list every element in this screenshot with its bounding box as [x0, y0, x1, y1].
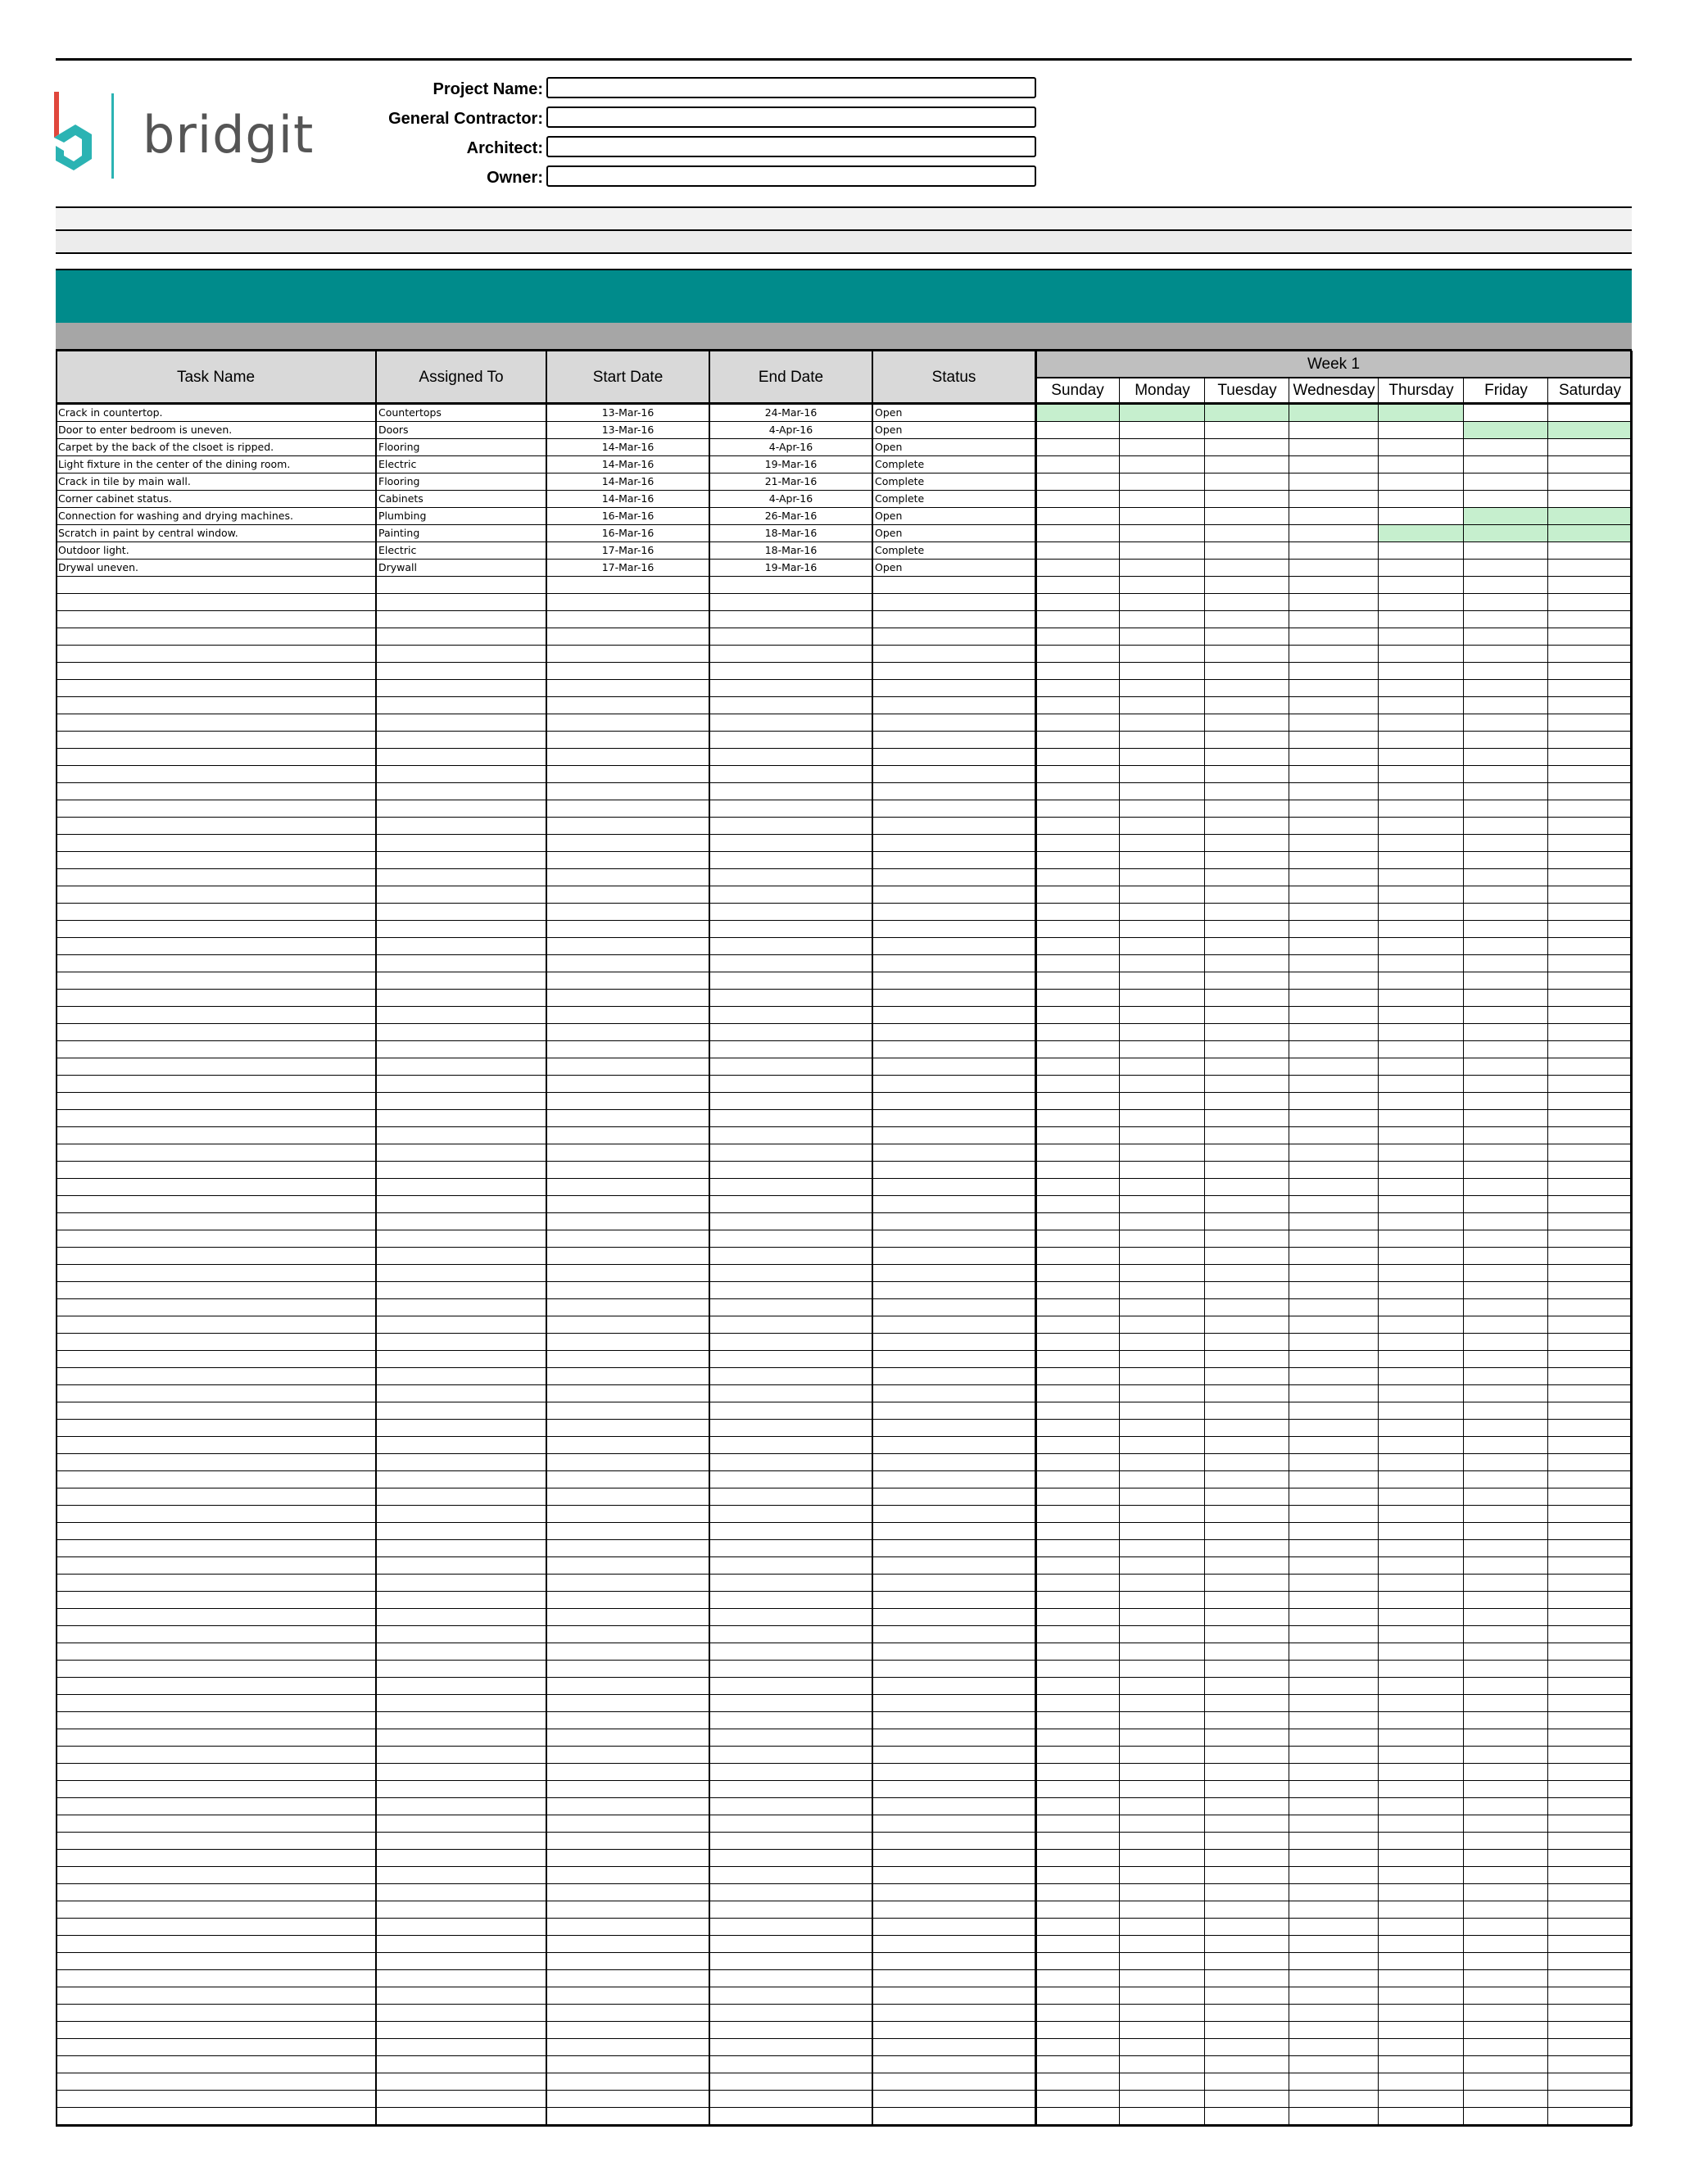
- row-line: [56, 1866, 1632, 1867]
- row-line: [56, 645, 1632, 646]
- day-col-line: [1119, 378, 1120, 2126]
- row-line: [56, 748, 1632, 749]
- cell-assigned[interactable]: Flooring: [378, 475, 420, 487]
- row-line: [56, 473, 1632, 474]
- row-line: [56, 1711, 1632, 1712]
- cell-task[interactable]: Crack in countertop.: [58, 406, 163, 419]
- row-line: [56, 868, 1632, 869]
- row-line: [56, 731, 1632, 732]
- row-line: [56, 1935, 1632, 1936]
- cell-status[interactable]: Open: [875, 510, 903, 522]
- row-line: [56, 1367, 1632, 1368]
- row-line: [56, 1247, 1632, 1248]
- row-line: [56, 1608, 1632, 1609]
- row-line: [56, 1969, 1632, 1970]
- row-line: [56, 662, 1632, 663]
- cell-status[interactable]: Complete: [875, 475, 925, 487]
- cell-start[interactable]: 13-Mar-16: [601, 406, 655, 419]
- done-cell: [1379, 524, 1464, 541]
- row-line: [56, 1505, 1632, 1506]
- col-line: [56, 351, 57, 2124]
- cell-end[interactable]: 24-Mar-16: [764, 406, 818, 419]
- row-line: [56, 1539, 1632, 1540]
- day-col-line: [1547, 378, 1548, 2126]
- cell-status[interactable]: Open: [875, 424, 903, 436]
- row-line: [56, 1694, 1632, 1695]
- cell-task[interactable]: Door to enter bedroom is uneven.: [58, 424, 233, 436]
- row-line: [56, 610, 1632, 611]
- cell-start[interactable]: 13-Mar-16: [601, 424, 655, 436]
- cell-end[interactable]: 26-Mar-16: [764, 510, 818, 522]
- day-header-thursday: Thursday: [1388, 382, 1454, 399]
- row-line: [56, 1109, 1632, 1110]
- cell-assigned[interactable]: Countertops: [378, 406, 442, 419]
- row-line: [56, 834, 1632, 835]
- general-contractor-label: General Contractor:: [388, 110, 543, 128]
- row-line: [56, 1797, 1632, 1798]
- project-name-label: Project Name:: [433, 80, 543, 98]
- cell-task[interactable]: Connection for washing and drying machines.: [58, 510, 293, 522]
- row-line: [56, 1522, 1632, 1523]
- done-cell: [1205, 404, 1289, 421]
- cell-status[interactable]: Complete: [875, 544, 925, 556]
- done-cell: [1035, 404, 1120, 421]
- row-line: [56, 1006, 1632, 1007]
- header-bottom-border: [56, 402, 1632, 405]
- cell-status[interactable]: Complete: [875, 458, 925, 470]
- row-line: [56, 1178, 1632, 1179]
- cell-start[interactable]: 17-Mar-16: [601, 544, 655, 556]
- done-cell: [1464, 507, 1548, 524]
- done-cell: [1464, 524, 1548, 541]
- cell-assigned[interactable]: Cabinets: [378, 492, 424, 505]
- day-col-line: [1204, 378, 1205, 2126]
- row-line: [56, 1281, 1632, 1282]
- col-line: [375, 351, 377, 2126]
- row-line: [56, 1350, 1632, 1351]
- cell-start[interactable]: 16-Mar-16: [601, 527, 655, 539]
- cell-assigned[interactable]: Painting: [378, 527, 420, 539]
- cell-status[interactable]: Complete: [875, 492, 925, 505]
- day-header-wednesday: Wednesday: [1293, 382, 1375, 399]
- cell-start[interactable]: 14-Mar-16: [601, 492, 655, 505]
- cell-task[interactable]: Outdoor light.: [58, 544, 129, 556]
- row-line: [56, 559, 1632, 560]
- row-line: [56, 1212, 1632, 1213]
- row-line: [56, 541, 1632, 542]
- row-line: [56, 1849, 1632, 1850]
- day-header-monday: Monday: [1135, 382, 1190, 399]
- cell-end[interactable]: 18-Mar-16: [764, 544, 818, 556]
- row-line: [56, 817, 1632, 818]
- row-line: [56, 524, 1632, 525]
- day-header-tuesday: Tuesday: [1217, 382, 1277, 399]
- row-line: [56, 2004, 1632, 2005]
- cell-task[interactable]: Light fixture in the center of the dining room.: [58, 458, 291, 470]
- row-line: [56, 1436, 1632, 1437]
- column-header-start-date[interactable]: Start Date: [592, 368, 664, 386]
- week-header: Week 1: [1307, 355, 1361, 373]
- done-cell: [1548, 507, 1632, 524]
- row-line: [56, 679, 1632, 680]
- row-line: [56, 782, 1632, 783]
- week-divider: [1035, 377, 1632, 378]
- cell-end[interactable]: 21-Mar-16: [764, 475, 818, 487]
- row-line: [56, 1763, 1632, 1764]
- row-line: [56, 593, 1632, 594]
- cell-assigned[interactable]: Electric: [378, 458, 417, 470]
- row-line: [56, 455, 1632, 456]
- cell-task[interactable]: Carpet by the back of the clsoet is ripped.: [58, 441, 274, 453]
- row-line: [56, 1023, 1632, 1024]
- row-line: [56, 421, 1632, 422]
- column-header-assigned-to[interactable]: Assigned To: [419, 368, 504, 386]
- row-line: [56, 696, 1632, 697]
- day-header-sunday: Sunday: [1051, 382, 1104, 399]
- row-line: [56, 1075, 1632, 1076]
- column-header-end-date[interactable]: End Date: [758, 368, 824, 386]
- cell-assigned[interactable]: Drywall: [378, 561, 417, 573]
- col-line: [1630, 351, 1633, 2126]
- row-line: [56, 989, 1632, 990]
- done-cell: [1289, 404, 1379, 421]
- row-line: [56, 765, 1632, 766]
- done-cell: [1379, 404, 1464, 421]
- row-line: [56, 937, 1632, 938]
- row-line: [56, 1591, 1632, 1592]
- day-header-saturday: Saturday: [1558, 382, 1622, 399]
- column-header-status[interactable]: Status: [931, 368, 976, 386]
- row-line: [56, 1574, 1632, 1575]
- row-line: [56, 2090, 1632, 2091]
- cell-assigned[interactable]: Flooring: [378, 441, 420, 453]
- row-line: [56, 1746, 1632, 1747]
- cell-start[interactable]: 16-Mar-16: [601, 510, 655, 522]
- row-line: [56, 954, 1632, 955]
- architect-label: Architect:: [466, 139, 543, 157]
- row-line: [56, 2038, 1632, 2039]
- row-line: [56, 2107, 1632, 2108]
- done-cell: [1548, 421, 1632, 438]
- col-line: [1035, 351, 1037, 2126]
- row-line: [56, 1625, 1632, 1626]
- row-line: [56, 920, 1632, 921]
- cell-start[interactable]: 14-Mar-16: [601, 441, 655, 453]
- row-line: [56, 1264, 1632, 1265]
- cell-assigned[interactable]: Doors: [378, 424, 409, 436]
- done-cell: [1548, 524, 1632, 541]
- cell-status[interactable]: Open: [875, 441, 903, 453]
- row-line: [56, 1918, 1632, 1919]
- cell-end[interactable]: 18-Mar-16: [764, 527, 818, 539]
- col-line: [546, 351, 547, 2126]
- cell-start[interactable]: 14-Mar-16: [601, 475, 655, 487]
- done-cell: [1464, 421, 1548, 438]
- row-line: [56, 1161, 1632, 1162]
- row-line: [56, 903, 1632, 904]
- row-line: [56, 490, 1632, 491]
- row-line: [56, 1419, 1632, 1420]
- cell-assigned[interactable]: Electric: [378, 544, 417, 556]
- cell-task[interactable]: Scratch in paint by central window.: [58, 527, 238, 539]
- row-line: [56, 2055, 1632, 2056]
- row-line: [56, 1384, 1632, 1385]
- cell-end[interactable]: 4-Apr-16: [768, 492, 813, 505]
- row-line: [56, 1660, 1632, 1661]
- row-line: [56, 507, 1632, 508]
- row-line: [56, 1333, 1632, 1334]
- col-line: [709, 351, 710, 2126]
- row-line: [56, 1040, 1632, 1041]
- row-line: [56, 1556, 1632, 1557]
- row-line: [56, 1780, 1632, 1781]
- row-line: [56, 1470, 1632, 1471]
- col-line: [872, 351, 873, 2126]
- row-line: [56, 851, 1632, 852]
- cell-status[interactable]: Open: [875, 406, 903, 419]
- day-col-line: [1463, 378, 1464, 2126]
- day-col-line: [1378, 378, 1379, 2126]
- row-line: [56, 1677, 1632, 1678]
- row-line: [56, 576, 1632, 577]
- row-line: [56, 438, 1632, 439]
- cell-assigned[interactable]: Plumbing: [378, 510, 427, 522]
- table-top-border: [56, 349, 1632, 351]
- cell-task[interactable]: Corner cabinet status.: [58, 492, 172, 505]
- cell-status[interactable]: Open: [875, 527, 903, 539]
- day-header-friday: Friday: [1484, 382, 1528, 399]
- row-line: [56, 2021, 1632, 2022]
- cell-end[interactable]: 19-Mar-16: [764, 458, 818, 470]
- logo-wordmark: bridgit: [143, 105, 315, 165]
- row-line: [56, 1092, 1632, 1093]
- cell-task[interactable]: Crack in tile by main wall.: [58, 475, 191, 487]
- row-line: [56, 1883, 1632, 1884]
- cell-start[interactable]: 14-Mar-16: [601, 458, 655, 470]
- row-line: [56, 1952, 1632, 1953]
- cell-end[interactable]: 4-Apr-16: [768, 424, 813, 436]
- row-line: [56, 1298, 1632, 1299]
- cell-end[interactable]: 4-Apr-16: [768, 441, 813, 453]
- cell-status[interactable]: Open: [875, 561, 903, 573]
- column-header-task-name[interactable]: Task Name: [176, 368, 256, 386]
- cell-end[interactable]: 19-Mar-16: [764, 561, 818, 573]
- row-line: [56, 1453, 1632, 1454]
- cell-start[interactable]: 17-Mar-16: [601, 561, 655, 573]
- row-line: [56, 1832, 1632, 1833]
- cell-task[interactable]: Drywal uneven.: [58, 561, 139, 573]
- row-line: [56, 1126, 1632, 1127]
- table-bottom-border: [56, 2124, 1632, 2127]
- row-line: [56, 1195, 1632, 1196]
- owner-label: Owner:: [487, 169, 543, 187]
- done-cell: [1120, 404, 1205, 421]
